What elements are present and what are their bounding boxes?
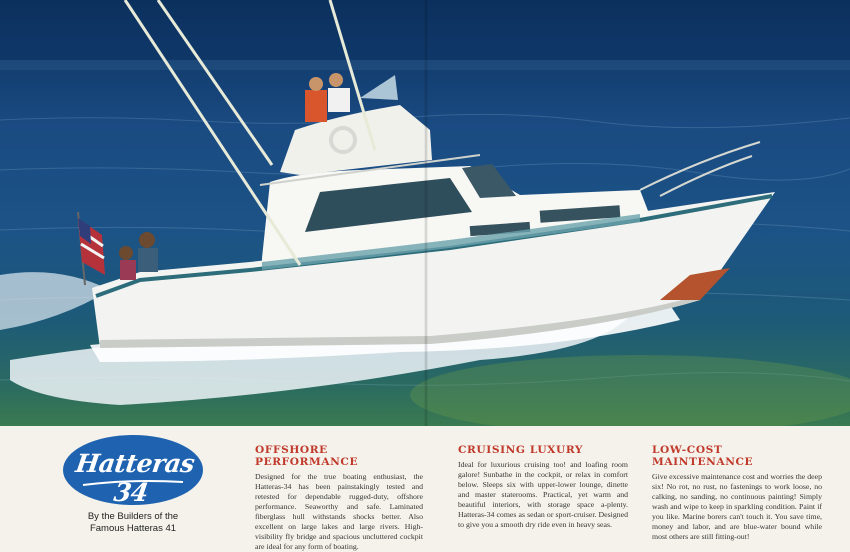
section-body: Designed for the true boating enthusiast, the Hatteras-34 has been painstakingly tested and retested for dependable rugged-duty, offshore performance. Seaworthy and safe. Laminated fiberglass hull withstands shocks better. Also excellent on large lakes and large rivers. High-visibility fly bridge and spacious uncluttered cockpit are ideal for any form of boating. bbox=[255, 472, 423, 551]
hatteras-logo bbox=[63, 435, 203, 505]
builders-line-2: Famous Hatteras 41 bbox=[89, 523, 177, 534]
logo-text: Hatteras 34 bbox=[73, 449, 197, 507]
builders-line-1: By the Builders of the bbox=[87, 511, 179, 522]
section-heading: LOW-COST MAINTENANCE bbox=[652, 444, 754, 468]
section-cruising-luxury bbox=[458, 444, 628, 530]
logo-swoosh-icon bbox=[81, 479, 185, 489]
builders-tagline bbox=[62, 511, 204, 535]
section-heading: CRUISING LUXURY bbox=[458, 444, 584, 456]
section-heading: OFFSHORE PERFORMANCE bbox=[255, 444, 359, 468]
section-offshore-performance bbox=[255, 444, 423, 552]
section-body: Ideal for luxurious cruising too! and loafing room galore! Sunbathe in the cockpit, or relax in comfort below. Sleeps six with upper-lower lounge, dinette and master staterooms. Practical, yet warm and beautiful interiors, with storage space a-plenty. Hatteras-34 comes as sedan or sport-cruiser. Designed to give you a smooth dry ride even in heavy seas. bbox=[458, 460, 628, 529]
section-low-cost-maintenance bbox=[652, 444, 822, 542]
section-body: Give excessive maintenance cost and worries the deep six! No rot, no rust, no fastenings to work loose, no calking, no sanding, no continuous painting! Simply wash and wipe to keep in sparkling condition. Paint if you like. Marine borers can't touch it. You save time, money and labor, and are blue-water bound while most others are still fitting-out! bbox=[652, 472, 822, 541]
